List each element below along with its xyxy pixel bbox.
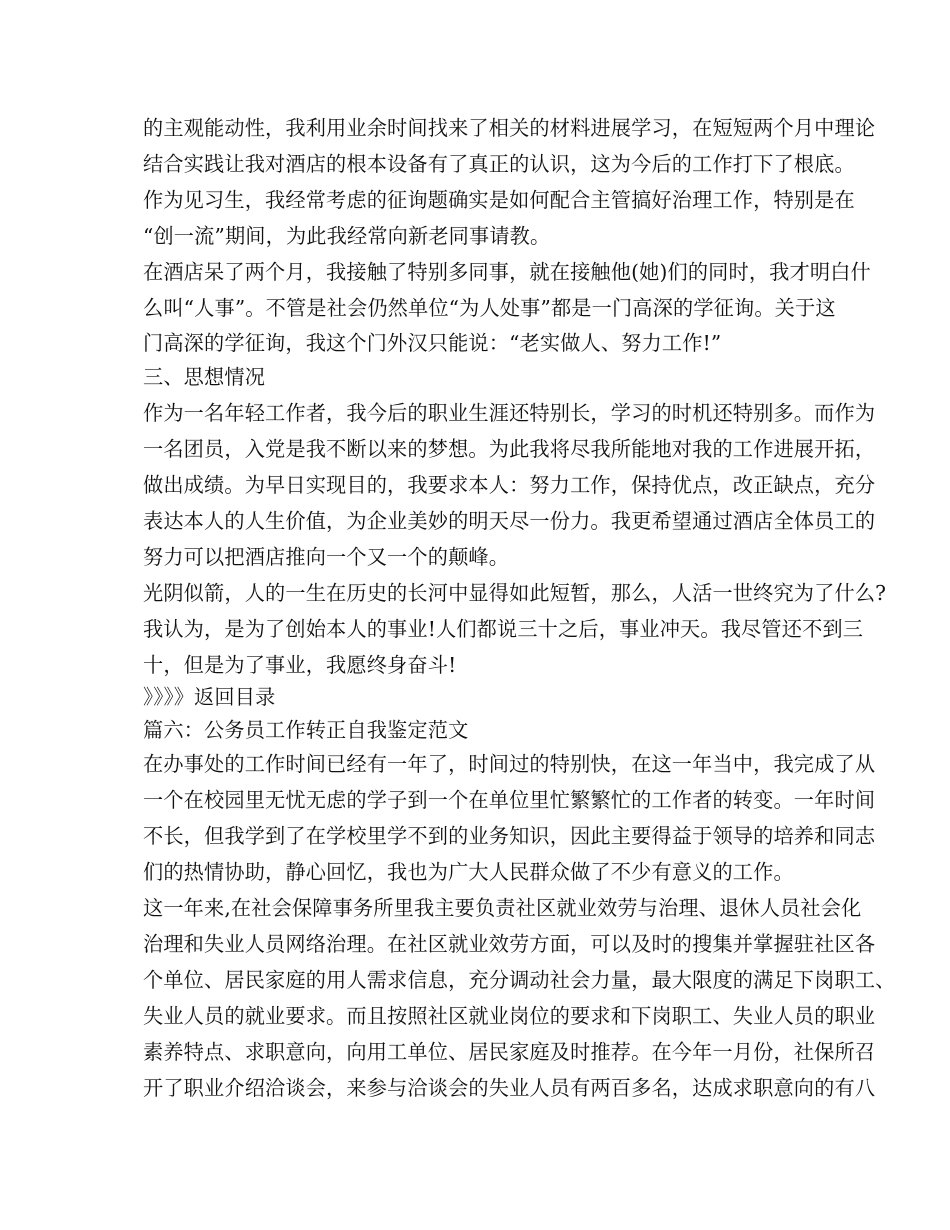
text-line: 不长，但我学到了在学校里学不到的业务知识，因此主要得益于领导的培养和同志	[143, 824, 876, 848]
text-line: 做出成绩。为早日实现目的，我要求本人：努力工作，保持优点，改正缺点，充分	[143, 473, 876, 497]
text-line: 努力可以把酒店推向一个又一个的颠峰。	[143, 545, 510, 569]
text-line: 么叫“人事”。不管是社会仍然单位“为人处事”都是一门高深的学征询。关于这	[143, 296, 836, 320]
text-line: 素养特点、求职意向，向用工单位、居民家庭及时推荐。在今年一月份，社保所召	[143, 1040, 876, 1064]
section-heading: 三、思想情况	[143, 365, 266, 389]
text-line: 结合实践让我对酒店的根本设备有了真正的认识，这为今后的工作打下了根底。	[143, 152, 855, 176]
text-line: 在办事处的工作时间已经有一年了，时间过的特别快，在这一年当中，我完成了从	[143, 752, 876, 776]
article-heading: 篇六：公务员工作转正自我鉴定范文	[143, 718, 469, 742]
text-line: 治理和失业人员网络治理。在社区就业效劳方面，可以及时的搜集并掌握驻社区各	[143, 932, 876, 956]
return-to-contents-link[interactable]: 》》》》返回目录	[143, 685, 276, 709]
text-line: 我认为，是为了创始本人的事业!人们都说三十之后，事业冲天。我尽管还不到三	[143, 617, 864, 641]
text-line: 失业人员的就业要求。而且按照社区就业岗位的要求和下岗职工、失业人员的职业	[143, 1004, 876, 1028]
text-line: 开了职业介绍洽谈会，来参与洽谈会的失业人员有两百多名，达成求职意向的有八	[143, 1076, 876, 1100]
text-line: 作为一名年轻工作者，我今后的职业生涯还特别长，学习的时机还特别多。而作为	[143, 401, 876, 425]
text-line: 作为见习生，我经常考虑的征询题确实是如何配合主管搞好治理工作，特别是在	[143, 188, 855, 212]
text-line: 表达本人的人生价值，为企业美妙的明天尽一份力。我更希望通过酒店全体员工的	[143, 509, 876, 533]
text-line: 一个在校园里无忧无虑的学子到一个在单位里忙繁繁忙的工作者的转变。一年时间	[143, 788, 876, 812]
text-line: 在酒店呆了两个月，我接触了特别多同事，就在接触他(她)们的同时，我才明白什	[143, 260, 871, 284]
text-line: 的主观能动性，我利用业余时间找来了相关的材料进展学习，在短短两个月中理论	[143, 116, 876, 140]
text-line: 个单位、居民家庭的用人需求信息，充分调动社会力量，最大限度的满足下岗职工、	[143, 968, 896, 992]
text-line: 一名团员，入党是我不断以来的梦想。为此我将尽我所能地对我的工作进展开拓，	[143, 437, 876, 461]
text-line: 光阴似箭，人的一生在历史的长河中显得如此短暂，那么，人活一世终究为了什么?	[143, 581, 887, 605]
text-line: “创一流”期间，为此我经常向新老同事请教。	[143, 224, 551, 248]
text-line: 十，但是为了事业，我愿终身奋斗!	[143, 653, 457, 677]
text-line: 们的热情协助，静心回忆，我也为广大人民群众做了不少有意义的工作。	[143, 860, 794, 884]
text-line: 这一年来,在社会保障事务所里我主要负责社区就业效劳与治理、退休人员社会化	[143, 896, 862, 920]
text-line: 门高深的学征询，我这个门外汉只能说：“老实做人、努力工作!”	[143, 331, 722, 355]
